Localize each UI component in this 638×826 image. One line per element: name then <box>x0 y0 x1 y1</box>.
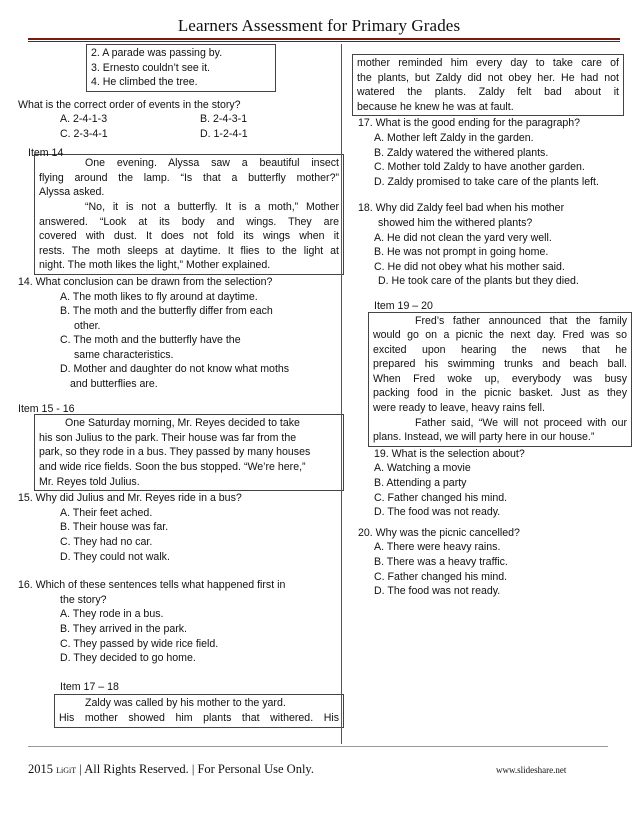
passage-line: covered with dust. It does not fold its wings when it <box>39 230 339 243</box>
passage-box-item17-18 <box>54 694 344 727</box>
choice-c: C. The moth and the butterfly have the <box>60 334 241 347</box>
question-stem: 17. What is the good ending for the paragraph? <box>358 117 581 130</box>
passage-line: Fred’s father announced that the family <box>415 314 627 327</box>
passage-box-item19-20 <box>368 312 632 447</box>
choice-d: D. Mother and daughter do not know what moths <box>60 363 290 376</box>
question-stem: 19. What is the selection about? <box>374 447 525 460</box>
question-stem: 18. Why did Zaldy feel bad when his mother <box>358 202 565 215</box>
choice-c: C. 2-3-4-1 <box>60 127 108 140</box>
passage-box-item14 <box>34 154 344 275</box>
question-stem: 16. Which of these sentences tells what happened first in <box>18 579 286 592</box>
item-label: Item 15 - 16 <box>18 402 75 415</box>
choice-a: A. He did not clean the yard very well. <box>374 231 552 244</box>
passage-line: his son Julius to the park. Their house was far from the <box>39 431 297 444</box>
choice-a: A. They rode in a bus. <box>60 608 164 621</box>
choice-row <box>18 112 340 127</box>
footer-copyright <box>28 762 314 777</box>
passage-line: the plants, but Zaldy did not obey her. He had not <box>357 71 619 84</box>
passage-line: Mr. Reyes told Julius. <box>39 475 140 488</box>
choice-b: B. They arrived in the park. <box>60 622 187 635</box>
passage-line: would go on a picnic the next day. Fred was so <box>373 329 627 342</box>
passage-line: were ready to leave, heavy rains fell. <box>373 402 545 415</box>
choice-d: D. Zaldy promised to take care of the plants left. <box>374 175 599 188</box>
passage-line: 2. A parade was passing by. <box>91 47 223 59</box>
footer-brand: LiGiT <box>56 766 77 775</box>
passage-line: and wide rice fields. Soon the bus stopped. “We’re here,” <box>39 461 306 474</box>
choice-d: D. They decided to go home. <box>60 652 196 665</box>
item-label: Item 17 – 18 <box>60 680 119 693</box>
choice-a: A. 2-4-1-3 <box>60 113 108 126</box>
left-column <box>18 44 340 728</box>
passage-line: night. The moth likes the light,” Mother explained. <box>39 259 271 272</box>
passage-line: One Saturday morning, Mr. Reyes decided to take <box>65 417 300 430</box>
question-stem: What is the correct order of events in the story? <box>18 98 241 111</box>
passage-line: watered the plants. Zaldy felt bad about it <box>357 86 619 99</box>
choice-b-cont: other. <box>74 319 101 332</box>
choice-d-cont: and butterflies are. <box>70 378 158 391</box>
choice-d: D. 1-2-4-1 <box>200 127 248 140</box>
footer-year: 2015 <box>28 762 53 776</box>
item-label: Item 19 – 20 <box>374 299 433 312</box>
choice-a: A. Their feet ached. <box>60 506 153 519</box>
footer-rule <box>28 746 608 747</box>
item-label: Item 14 <box>28 146 64 159</box>
question-stem-cont: the story? <box>60 593 107 606</box>
column-divider <box>341 44 342 744</box>
passage-line: mother reminded him every day to take care of <box>357 57 619 69</box>
choice-a: A. Watching a movie <box>374 462 471 475</box>
choice-d: D. He took care of the plants but they died. <box>378 275 579 288</box>
passage-line: rests. The moth sleeps at daytime. It flies to the light at <box>39 244 339 257</box>
passage-line: because he knew he was at fault. <box>357 100 514 113</box>
passage-line: 4. He climbed the tree. <box>91 76 198 89</box>
choice-c: C. He did not obey what his mother said. <box>374 260 565 273</box>
question-stem: 15. Why did Julius and Mr. Reyes ride in a bus? <box>18 492 242 505</box>
choice-c: C. Father changed his mind. <box>374 570 508 583</box>
choice-b: B. He was not prompt in going home. <box>374 246 549 259</box>
passage-line: plans. Instead, we will party here in our house.” <box>373 431 595 444</box>
passage-line: Alyssa asked. <box>39 186 105 199</box>
header-rule-thin <box>28 41 620 42</box>
passage-box-item17-18-cont <box>352 54 624 116</box>
choice-d: D. The food was not ready. <box>374 506 501 519</box>
choice-row <box>18 127 340 142</box>
choice-b: B. Attending a party <box>374 477 467 490</box>
passage-line: His mother showed him plants that withered. His <box>59 711 339 724</box>
passage-line: When Fred woke up, everybody was busy <box>373 372 627 385</box>
choice-c: C. They had no car. <box>60 536 153 548</box>
choice-c: C. Mother told Zaldy to have another garden. <box>374 161 585 174</box>
passage-line: 3. Ernesto couldn’t see it. <box>91 61 210 74</box>
choice-a: A. The moth likes to fly around at daytime. <box>60 290 258 303</box>
choice-c-cont: same characteristics. <box>74 348 174 361</box>
choice-d: D. The food was not ready. <box>374 585 501 598</box>
passage-line: prepared his swimming trunks and beach ball. <box>373 358 627 371</box>
passage-line: One evening. Alyssa saw a beautiful insect <box>85 157 339 170</box>
page-title: Learners Assessment for Primary Grades <box>177 16 461 35</box>
passage-line: packing food in the picnic basket. Just as they <box>373 387 627 400</box>
question-stem: 20. Why was the picnic cancelled? <box>358 526 520 539</box>
footer-text: | All Rights Reserved. | For Personal Use Only. <box>79 762 314 776</box>
passage-line: park, so they rode in a bus. They passed by many houses <box>39 446 311 459</box>
choice-d: D. They could not walk. <box>60 550 170 563</box>
choice-a: A. There were heavy rains. <box>374 541 501 554</box>
passage-box-item15-16 <box>34 414 344 491</box>
passage-line: “No, it is not a butterfly. It is a moth,” Mother <box>85 200 339 213</box>
passage-line: excited upon hearing the news that he <box>373 343 627 356</box>
passage-line: answered. “Look at its body and wings. They are <box>39 215 339 228</box>
choice-c: C. They passed by wide rice field. <box>60 637 219 650</box>
footer-site: www.slideshare.net <box>496 765 567 775</box>
header-rule <box>28 38 620 40</box>
choice-c: C. Father changed his mind. <box>374 491 508 504</box>
choice-b: B. There was a heavy traffic. <box>374 556 508 568</box>
passage-line: Zaldy was called by his mother to the yard. <box>85 697 286 710</box>
right-column <box>350 44 628 599</box>
choice-a: A. Mother left Zaldy in the garden. <box>374 131 534 144</box>
passage-line: Father said, “We will not proceed with our <box>415 416 627 429</box>
top-passage-box <box>86 44 276 92</box>
question-stem: 14. What conclusion can be drawn from the selection? <box>18 275 273 288</box>
choice-b: B. Zaldy watered the withered plants. <box>374 146 549 159</box>
choice-b: B. The moth and the butterfly differ from each <box>60 305 273 318</box>
choice-b: B. Their house was far. <box>60 521 169 534</box>
choice-b: B. 2-4-3-1 <box>200 113 248 126</box>
question-stem-cont: showed him the withered plants? <box>378 216 533 229</box>
passage-line: flying around the lamp. “Is that a butterfly mother?” <box>39 171 339 184</box>
